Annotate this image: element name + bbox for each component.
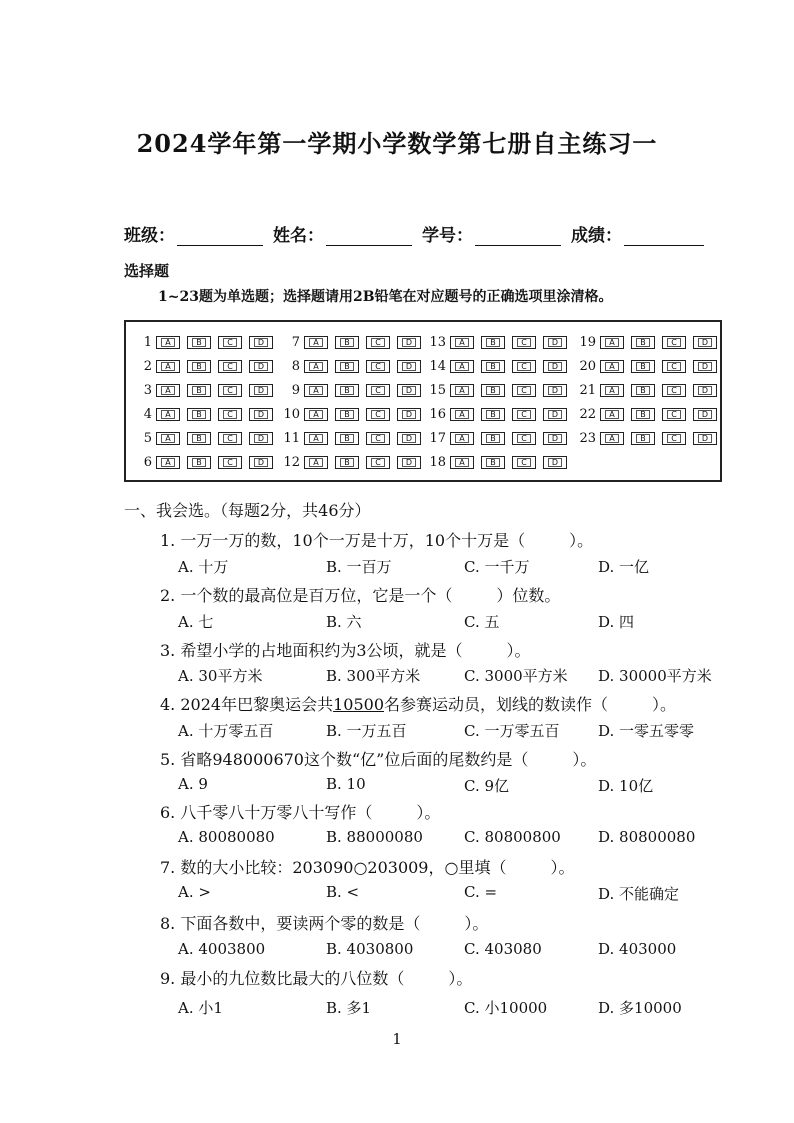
answer-bubble-d[interactable]: D bbox=[543, 456, 567, 469]
question-stem-end: ）位数。 bbox=[496, 586, 561, 605]
question-stem: 数的大小比较：203090○203009，○里填（ bbox=[180, 858, 507, 877]
answer-bubble-c[interactable]: C bbox=[662, 336, 686, 349]
mc-section-label: 选择题 bbox=[124, 262, 170, 280]
answer-bubble-b[interactable]: B bbox=[187, 456, 211, 469]
answer-question-number: 20 bbox=[579, 358, 596, 374]
option-c: C. 一千万 bbox=[464, 558, 530, 576]
answer-bubble-b[interactable]: B bbox=[631, 408, 655, 421]
answer-bubble-a[interactable]: A bbox=[600, 360, 624, 373]
answer-question-number: 12 bbox=[283, 454, 300, 470]
question-stem-end: ）。 bbox=[506, 641, 531, 660]
answer-bubble-a[interactable]: A bbox=[450, 384, 474, 397]
question-stem-end: ）。 bbox=[448, 969, 473, 988]
answer-bubble-a[interactable]: A bbox=[450, 456, 474, 469]
option-b: B. 多1 bbox=[326, 999, 372, 1017]
answer-bubble-c[interactable]: C bbox=[662, 432, 686, 445]
option-d: D. 多10000 bbox=[598, 999, 682, 1017]
answer-question-number: 10 bbox=[283, 406, 300, 422]
answer-bubble-d[interactable]: D bbox=[249, 384, 273, 397]
answer-bubble-a[interactable]: A bbox=[156, 432, 180, 445]
option-d: D. 403000 bbox=[598, 940, 677, 958]
answer-bubble-c[interactable]: C bbox=[366, 432, 390, 445]
option-c: C. 403080 bbox=[464, 940, 542, 958]
question-stem-end: ）。 bbox=[464, 914, 489, 933]
question-stem: 最小的九位数比最大的八位数（ bbox=[180, 969, 405, 988]
answer-bubble-b[interactable]: B bbox=[335, 432, 359, 445]
answer-bubble-c[interactable]: C bbox=[512, 456, 536, 469]
answer-row bbox=[132, 382, 280, 398]
answer-bubble-b[interactable]: B bbox=[187, 336, 211, 349]
option-d: D. 不能确定 bbox=[598, 885, 680, 903]
answer-bubble-b[interactable]: B bbox=[335, 384, 359, 397]
question-number: 7. bbox=[160, 858, 181, 877]
answer-bubble-b[interactable]: B bbox=[481, 432, 505, 445]
class-blank[interactable] bbox=[177, 227, 263, 246]
answer-bubble-b[interactable]: B bbox=[481, 360, 505, 373]
answer-question-number: 21 bbox=[579, 382, 596, 398]
answer-bubble-a[interactable]: A bbox=[600, 432, 624, 445]
score-blank[interactable] bbox=[624, 227, 704, 246]
answer-row bbox=[426, 334, 574, 350]
question-stem: 省略948000670这个数“亿”位后面的尾数约是（ bbox=[180, 750, 529, 769]
answer-bubble-d[interactable]: D bbox=[397, 432, 421, 445]
score-label: 成绩： bbox=[571, 226, 622, 246]
answer-bubble-b[interactable]: B bbox=[631, 360, 655, 373]
answer-bubble-b[interactable]: B bbox=[481, 456, 505, 469]
answer-bubble-a[interactable]: A bbox=[450, 432, 474, 445]
answer-row bbox=[280, 358, 428, 374]
class-field bbox=[124, 220, 263, 246]
answer-question-number: 15 bbox=[429, 382, 446, 398]
option-b: B. 300平方米 bbox=[326, 667, 421, 685]
answer-bubble-c[interactable]: C bbox=[218, 408, 242, 421]
answer-row bbox=[426, 358, 574, 374]
answer-bubble-c[interactable]: C bbox=[662, 360, 686, 373]
question-number: 3. bbox=[160, 641, 181, 660]
student-id-field bbox=[422, 220, 561, 246]
option-c: C. 一万零五百 bbox=[464, 722, 560, 740]
answer-row bbox=[280, 334, 428, 350]
answer-bubble-b[interactable]: B bbox=[187, 360, 211, 373]
question-text bbox=[160, 638, 531, 661]
answer-bubble-c[interactable]: C bbox=[218, 360, 242, 373]
answer-bubble-b[interactable]: B bbox=[481, 336, 505, 349]
option-a: A. 十万零五百 bbox=[178, 722, 274, 740]
answer-bubble-d[interactable]: D bbox=[693, 408, 717, 421]
answer-bubble-a[interactable]: A bbox=[304, 432, 328, 445]
answer-bubble-a[interactable]: A bbox=[304, 360, 328, 373]
class-label: 班级： bbox=[124, 226, 175, 246]
answer-bubble-b[interactable]: B bbox=[187, 432, 211, 445]
question-text bbox=[160, 911, 488, 934]
answer-question-number: 22 bbox=[579, 406, 596, 422]
answer-bubble-b[interactable]: B bbox=[335, 456, 359, 469]
answer-row bbox=[426, 430, 574, 446]
part-one-heading: 一、我会选。（每题2分，共46分） bbox=[124, 501, 371, 520]
question-number: 9. bbox=[160, 969, 181, 988]
question-stem-end: ）。 bbox=[569, 531, 594, 550]
answer-bubble-b[interactable]: B bbox=[335, 408, 359, 421]
answer-bubble-d[interactable]: D bbox=[397, 336, 421, 349]
answer-bubble-d[interactable]: D bbox=[249, 456, 273, 469]
page-number: 1 bbox=[392, 1030, 402, 1048]
answer-bubble-c[interactable]: C bbox=[512, 360, 536, 373]
option-c: C. 9亿 bbox=[464, 777, 510, 795]
answer-row bbox=[132, 358, 280, 374]
answer-bubble-d[interactable]: D bbox=[543, 432, 567, 445]
question-text bbox=[160, 800, 440, 823]
question-stem: 2024年巴黎奥运会共 bbox=[180, 695, 334, 714]
answer-bubble-c[interactable]: C bbox=[218, 432, 242, 445]
answer-bubble-c[interactable]: C bbox=[218, 384, 242, 397]
option-d: D. 10亿 bbox=[598, 777, 654, 795]
student-id-label: 学号： bbox=[422, 226, 473, 246]
student-info-row bbox=[124, 220, 724, 246]
answer-question-number: 11 bbox=[283, 430, 300, 446]
option-a: A. 80080080 bbox=[178, 828, 275, 846]
answer-bubble-b[interactable]: B bbox=[631, 432, 655, 445]
answer-row bbox=[576, 430, 724, 446]
answer-question-number: 9 bbox=[291, 382, 300, 398]
option-b: B. 10 bbox=[326, 775, 366, 793]
question-text bbox=[160, 583, 560, 606]
answer-question-number: 18 bbox=[429, 454, 446, 470]
answer-row bbox=[426, 382, 574, 398]
answer-question-number: 8 bbox=[291, 358, 300, 374]
option-d: D. 80800080 bbox=[598, 828, 696, 846]
answer-bubble-a[interactable]: A bbox=[156, 408, 180, 421]
option-c: C. 3000平方米 bbox=[464, 667, 568, 685]
answer-row bbox=[132, 430, 280, 446]
answer-bubble-a[interactable]: A bbox=[304, 456, 328, 469]
question-stem-end: ）。 bbox=[550, 858, 575, 877]
answer-bubble-a[interactable]: A bbox=[156, 360, 180, 373]
name-blank[interactable] bbox=[326, 227, 412, 246]
answer-bubble-d[interactable]: D bbox=[397, 360, 421, 373]
answer-bubble-d[interactable]: D bbox=[543, 384, 567, 397]
answer-question-number: 1 bbox=[143, 334, 152, 350]
answer-question-number: 2 bbox=[143, 358, 152, 374]
answer-bubble-b[interactable]: B bbox=[481, 384, 505, 397]
question-stem-end: ）。 bbox=[416, 803, 441, 822]
option-b: B. 一万五百 bbox=[326, 722, 407, 740]
question-stem-end: ）。 bbox=[652, 695, 677, 714]
answer-bubble-d[interactable]: D bbox=[543, 360, 567, 373]
option-b: B. 一百万 bbox=[326, 558, 392, 576]
answer-bubble-c[interactable]: C bbox=[366, 336, 390, 349]
question-number: 2. bbox=[160, 586, 181, 605]
question-number: 4. bbox=[160, 695, 181, 714]
option-d: D. 一零五零零 bbox=[598, 722, 695, 740]
answer-bubble-a[interactable]: A bbox=[600, 408, 624, 421]
option-d: D. 四 bbox=[598, 613, 635, 631]
answer-sheet-grid bbox=[124, 320, 722, 482]
answer-bubble-d[interactable]: D bbox=[397, 456, 421, 469]
answer-bubble-c[interactable]: C bbox=[366, 408, 390, 421]
answer-bubble-b[interactable]: B bbox=[631, 384, 655, 397]
question-text bbox=[160, 855, 574, 878]
answer-bubble-d[interactable]: D bbox=[249, 432, 273, 445]
question-stem: 八千零八十万零八十写作（ bbox=[180, 803, 373, 822]
answer-bubble-a[interactable]: A bbox=[304, 336, 328, 349]
question-stem-continued: 名参赛运动员，划线的数读作（ bbox=[384, 695, 609, 714]
question-stem: 希望小学的占地面积约为3公顷，就是（ bbox=[180, 641, 463, 660]
answer-row bbox=[426, 454, 574, 470]
answer-row bbox=[280, 406, 428, 422]
answer-question-number: 5 bbox=[143, 430, 152, 446]
answer-bubble-d[interactable]: D bbox=[693, 360, 717, 373]
score-field bbox=[571, 220, 704, 246]
option-a: A. 七 bbox=[178, 613, 214, 631]
option-b: B. 88000080 bbox=[326, 828, 423, 846]
answer-bubble-d[interactable]: D bbox=[249, 336, 273, 349]
option-b: B. 4030800 bbox=[326, 940, 414, 958]
answer-row bbox=[280, 454, 428, 470]
option-a: A. 9 bbox=[178, 775, 208, 793]
question-number: 8. bbox=[160, 914, 181, 933]
question-text bbox=[160, 966, 472, 989]
answer-question-number: 13 bbox=[429, 334, 446, 350]
name-label: 姓名： bbox=[273, 226, 324, 246]
option-b: B. < bbox=[326, 883, 360, 901]
answer-bubble-a[interactable]: A bbox=[450, 336, 474, 349]
answer-question-number: 23 bbox=[579, 430, 596, 446]
answer-bubble-a[interactable]: A bbox=[156, 336, 180, 349]
option-d: D. 30000平方米 bbox=[598, 667, 712, 685]
question-text bbox=[160, 692, 676, 715]
option-c: C. = bbox=[464, 883, 498, 901]
answer-bubble-d[interactable]: D bbox=[693, 336, 717, 349]
name-field bbox=[273, 220, 412, 246]
option-b: B. 六 bbox=[326, 613, 362, 631]
question-text bbox=[160, 528, 593, 551]
answer-bubble-c[interactable]: C bbox=[366, 384, 390, 397]
option-a: A. 4003800 bbox=[178, 940, 266, 958]
answer-bubble-c[interactable]: C bbox=[512, 432, 536, 445]
answer-bubble-d[interactable]: D bbox=[249, 408, 273, 421]
question-stem: 一万一万的数，10个一万是十万，10个十万是（ bbox=[180, 531, 526, 550]
answer-bubble-a[interactable]: A bbox=[600, 336, 624, 349]
answer-question-number: 6 bbox=[143, 454, 152, 470]
question-text bbox=[160, 747, 596, 770]
answer-question-number: 14 bbox=[429, 358, 446, 374]
question-stem-end: ）。 bbox=[572, 750, 597, 769]
answer-bubble-c[interactable]: C bbox=[512, 408, 536, 421]
answer-bubble-b[interactable]: B bbox=[481, 408, 505, 421]
answer-bubble-b[interactable]: B bbox=[187, 408, 211, 421]
answer-bubble-d[interactable]: D bbox=[543, 408, 567, 421]
answer-bubble-c[interactable]: C bbox=[662, 408, 686, 421]
answer-row bbox=[280, 382, 428, 398]
option-a: A. 十万 bbox=[178, 558, 229, 576]
answer-bubble-a[interactable]: A bbox=[450, 408, 474, 421]
answer-bubble-b[interactable]: B bbox=[631, 336, 655, 349]
question-number: 1. bbox=[160, 531, 181, 550]
answer-question-number: 16 bbox=[429, 406, 446, 422]
answer-bubble-a[interactable]: A bbox=[450, 360, 474, 373]
answer-row bbox=[426, 406, 574, 422]
answer-row bbox=[576, 406, 724, 422]
question-number: 5. bbox=[160, 750, 181, 769]
answer-bubble-c[interactable]: C bbox=[662, 384, 686, 397]
answer-row bbox=[132, 406, 280, 422]
student-id-blank[interactable] bbox=[475, 227, 561, 246]
answer-bubble-a[interactable]: A bbox=[304, 408, 328, 421]
answer-row bbox=[576, 382, 724, 398]
option-c: C. 80800800 bbox=[464, 828, 561, 846]
answer-bubble-a[interactable]: A bbox=[156, 384, 180, 397]
answer-question-number: 17 bbox=[429, 430, 446, 446]
answer-bubble-d[interactable]: D bbox=[693, 432, 717, 445]
answer-bubble-c[interactable]: C bbox=[366, 456, 390, 469]
answer-question-number: 4 bbox=[143, 406, 152, 422]
answer-bubble-c[interactable]: C bbox=[218, 336, 242, 349]
answer-bubble-b[interactable]: B bbox=[335, 336, 359, 349]
answer-row bbox=[280, 430, 428, 446]
answer-bubble-d[interactable]: D bbox=[397, 408, 421, 421]
option-d: D. 一亿 bbox=[598, 558, 650, 576]
answer-bubble-d[interactable]: D bbox=[249, 360, 273, 373]
answer-bubble-a[interactable]: A bbox=[600, 384, 624, 397]
question-stem: 一个数的最高位是百万位，它是一个（ bbox=[180, 586, 453, 605]
underlined-number: 10500 bbox=[333, 695, 384, 714]
answer-bubble-b[interactable]: B bbox=[335, 360, 359, 373]
answer-bubble-a[interactable]: A bbox=[156, 456, 180, 469]
option-a: A. 小1 bbox=[178, 999, 223, 1017]
answer-question-number: 19 bbox=[579, 334, 596, 350]
answer-bubble-d[interactable]: D bbox=[397, 384, 421, 397]
answer-bubble-c[interactable]: C bbox=[218, 456, 242, 469]
answer-bubble-c[interactable]: C bbox=[512, 336, 536, 349]
answer-question-number: 7 bbox=[291, 334, 300, 350]
option-c: C. 小10000 bbox=[464, 999, 548, 1017]
answer-row bbox=[132, 454, 280, 470]
mc-instruction: 1~23题为单选题；选择题请用2B铅笔在对应题号的正确选项里涂清格。 bbox=[158, 289, 613, 305]
option-a: A. 30平方米 bbox=[178, 667, 263, 685]
answer-question-number: 3 bbox=[143, 382, 152, 398]
answer-bubble-c[interactable]: C bbox=[366, 360, 390, 373]
answer-bubble-b[interactable]: B bbox=[187, 384, 211, 397]
answer-row bbox=[576, 358, 724, 374]
answer-bubble-c[interactable]: C bbox=[512, 384, 536, 397]
answer-bubble-d[interactable]: D bbox=[693, 384, 717, 397]
answer-bubble-d[interactable]: D bbox=[543, 336, 567, 349]
page-title: 2024学年第一学期小学数学第七册自主练习一 bbox=[136, 129, 658, 158]
answer-bubble-a[interactable]: A bbox=[304, 384, 328, 397]
question-stem: 下面各数中，要读两个零的数是（ bbox=[180, 914, 421, 933]
option-a: A. > bbox=[178, 883, 211, 901]
question-number: 6. bbox=[160, 803, 181, 822]
answer-row bbox=[132, 334, 280, 350]
answer-row bbox=[576, 334, 724, 350]
option-c: C. 五 bbox=[464, 613, 500, 631]
